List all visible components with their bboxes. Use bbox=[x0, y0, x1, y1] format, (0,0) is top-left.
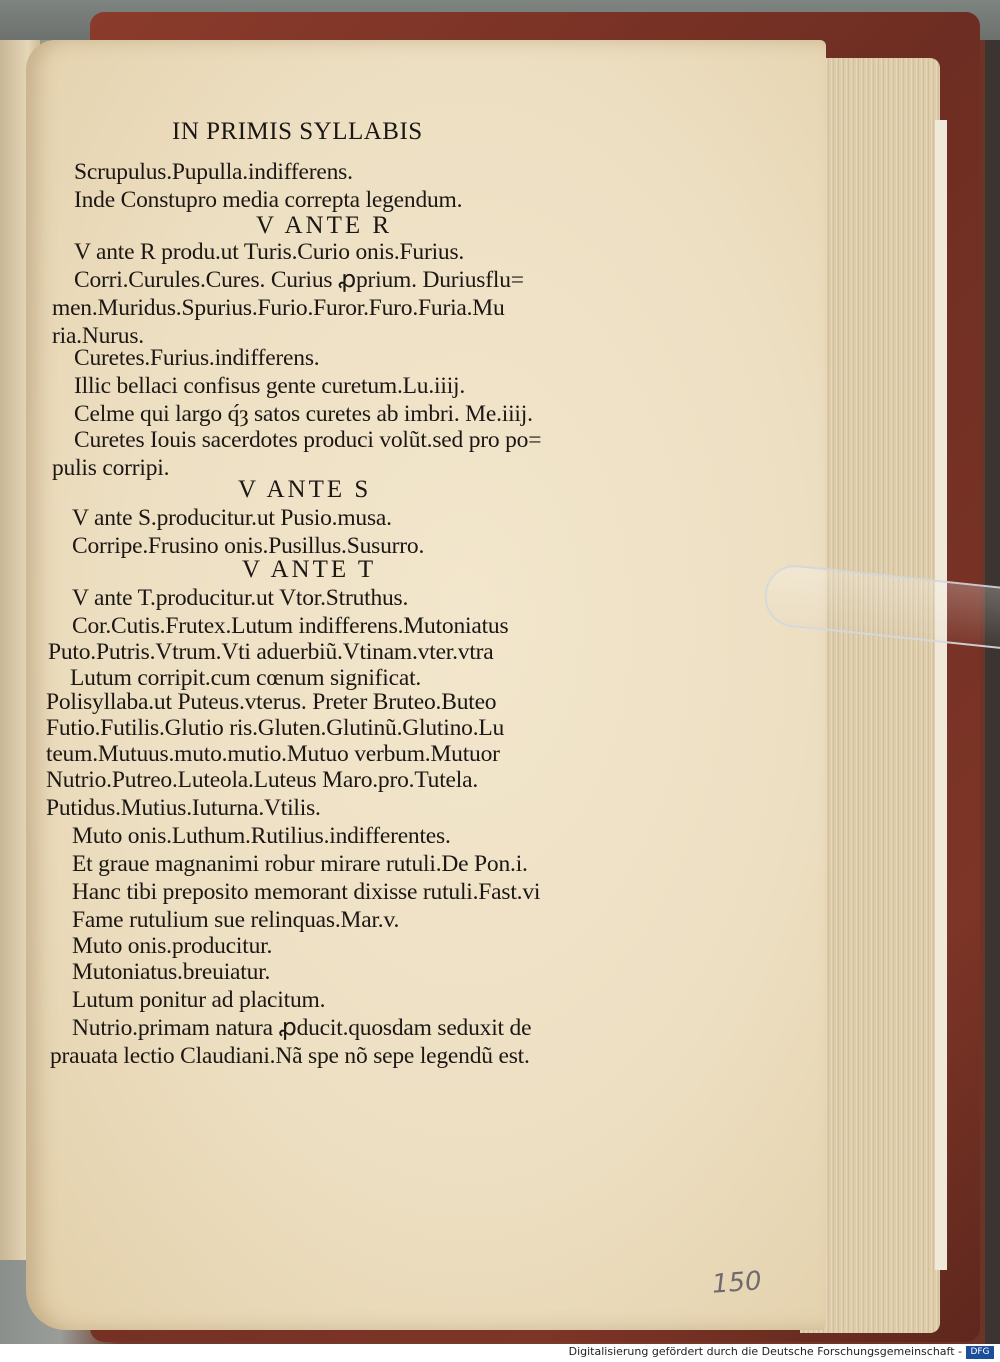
page-edge-highlight bbox=[935, 120, 947, 1270]
section-heading: V ANTE R bbox=[256, 212, 393, 239]
dfg-logo: DFG bbox=[966, 1346, 994, 1359]
text-line: Nutrio.primam natura ꝓducit.quosdam seduxit de bbox=[72, 1015, 532, 1041]
text-line: Nutrio.Putreo.Luteola.Luteus Maro.pro.Tutela. bbox=[46, 767, 478, 793]
text-line: Cor.Cutis.Frutex.Lutum indifferens.Mutoniatus bbox=[72, 613, 509, 639]
footer-credit: Digitalisierung gefördert durch die Deutsche Forschungsgemeinschaft - bbox=[568, 1345, 962, 1358]
text-line: Hanc tibi preposito memorant dixisse rutuli.Fast.vi bbox=[72, 879, 541, 905]
text-line: Mutoniatus.breuiatur. bbox=[72, 959, 271, 985]
running-head: IN PRIMIS SYLLABIS bbox=[172, 118, 423, 145]
text-line: Futio.Futilis.Glutio ris.Gluten.Glutinũ.Glutino.Lu bbox=[46, 715, 505, 741]
text-line: Lutum corripit.cum cœnum significat. bbox=[70, 665, 422, 691]
text-line: pulis corripi. bbox=[52, 455, 170, 481]
text-line: Scrupulus.Pupulla.indifferens. bbox=[74, 159, 353, 185]
text-line: Celme qui largo q́ȝ satos curetes ab imbri. Me.iiij. bbox=[74, 401, 533, 427]
text-line: Curetes.Furius.indifferens. bbox=[74, 345, 320, 371]
text-line: Inde Constupro media correpta legendum. bbox=[74, 187, 463, 213]
text-line: Corri.Curules.Cures. Curius ꝓprium. Duriusflu= bbox=[74, 267, 524, 293]
book-page bbox=[26, 40, 826, 1330]
text-line: men.Muridus.Spurius.Furio.Furor.Furo.Furia.Mu bbox=[52, 295, 505, 321]
text-line: V ante T.producitur.ut Vtor.Struthus. bbox=[72, 585, 409, 611]
text-line: Fame rutulium sue relinquas.Mar.v. bbox=[72, 907, 400, 933]
text-line: prauata lectio Claudiani.Nã spe nõ sepe legendũ est. bbox=[50, 1043, 530, 1069]
text-line: teum.Mutuus.muto.mutio.Mutuo verbum.Mutuor bbox=[46, 741, 500, 767]
section-heading: V ANTE S bbox=[238, 476, 372, 503]
text-line: Curetes Iouis sacerdotes produci volũt.sed pro po= bbox=[74, 427, 542, 453]
text-line: V ante R produ.ut Turis.Curio onis.Furius. bbox=[74, 239, 465, 265]
text-line: Corripe.Frusino onis.Pusillus.Susurro. bbox=[72, 533, 425, 559]
text-line: Illic bellaci confisus gente curetum.Lu.iiij. bbox=[74, 373, 466, 399]
text-line: Muto onis.Luthum.Rutilius.indifferentes. bbox=[72, 823, 451, 849]
text-line: Muto onis.producitur. bbox=[72, 933, 273, 959]
folio-number: 150 bbox=[711, 1266, 763, 1300]
section-heading: V ANTE T bbox=[242, 556, 377, 583]
footer-bar bbox=[0, 1344, 1000, 1362]
text-line: V ante S.producitur.ut Pusio.musa. bbox=[72, 505, 392, 531]
text-line: Lutum ponitur ad placitum. bbox=[72, 987, 326, 1013]
text-line: Et graue magnanimi robur mirare rutuli.De Pon.i. bbox=[72, 851, 528, 877]
text-line: Putidus.Mutius.Iuturna.Vtilis. bbox=[46, 795, 321, 821]
text-line: Polisyllaba.ut Puteus.vterus. Preter Bruteo.Buteo bbox=[46, 689, 497, 715]
text-line: Puto.Putris.Vtrum.Vti aduerbiũ.Vtinam.vter.vtra bbox=[48, 639, 494, 665]
text-line: ria.Nurus. bbox=[52, 323, 144, 349]
